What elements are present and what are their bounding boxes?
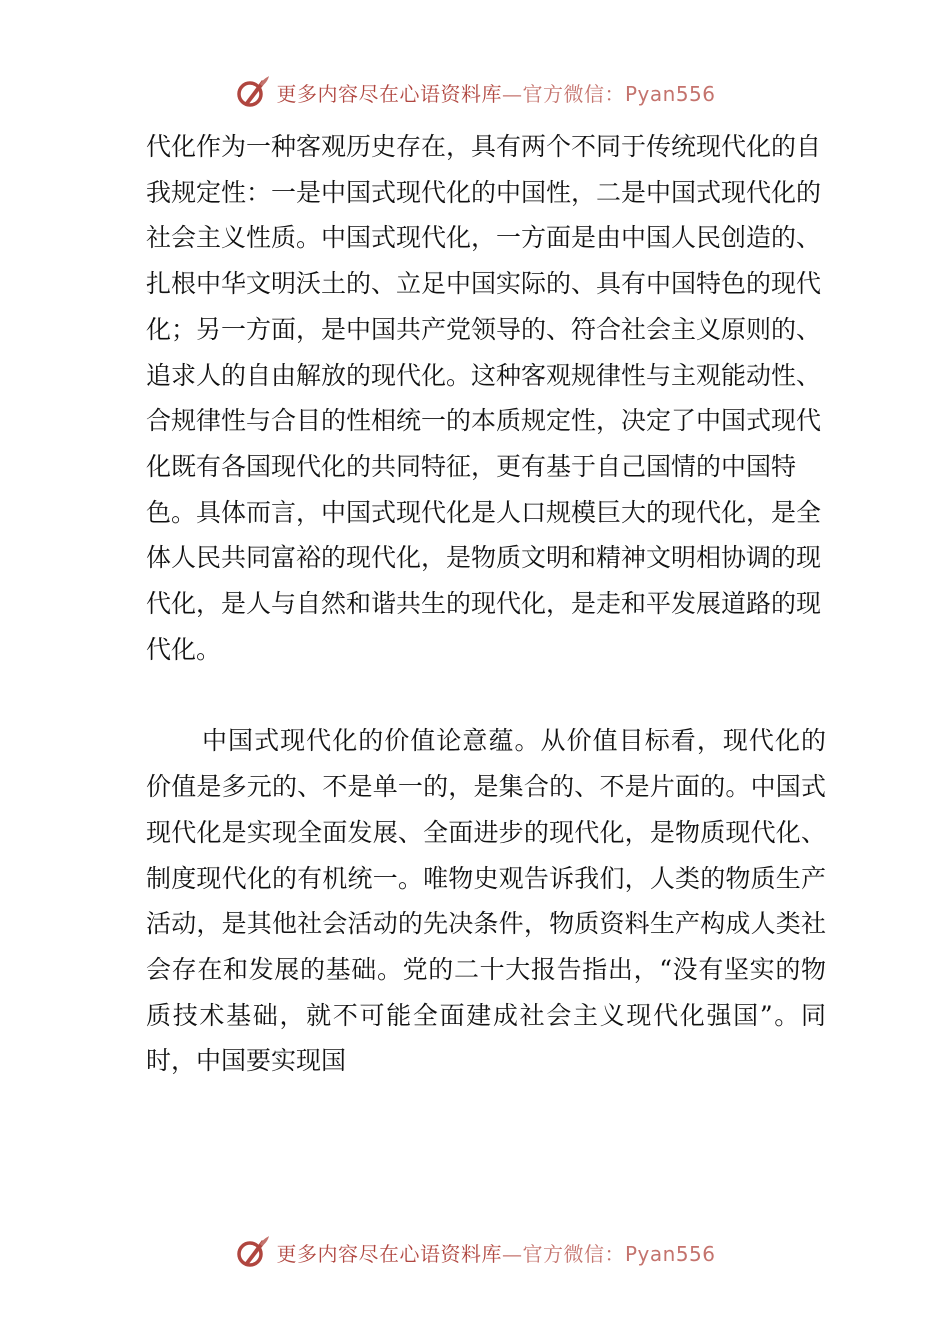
header-separator: — (501, 81, 523, 106)
header-site-name: 更多内容尽在心语资料库 (276, 81, 502, 106)
footer-wechat-id: Pyan556 (624, 1241, 716, 1266)
footer-site-name: 更多内容尽在心语资料库 (276, 1241, 502, 1266)
page-footer-banner (0, 1230, 950, 1274)
footer-text (276, 1238, 715, 1267)
body-paragraph-1: 代化作为一种客观历史存在，具有两个不同于传统现代化的自我规定性：一是中国式现代化的中国性，二是中国式现代化的社会主义性质。中国式现代化，一方面是由中国人民创造的、扎根中华文明沃土的、立足中国实际的、具有中国特色的现代化；另一方面，是中国共产党领导的、符合社会主义原则的、追求人的自由解放的现代化。这种客观规律性与主观能动性、合规律性与合目的性相统一的本质规定性，决定了中国式现代化既有各国现代化的共同特征，更有基于自己国情的中国特色。具体而言，中国式现代化是人口规模巨大的现代化，是全体人民共同富裕的现代化，是物质文明和精神文明相协调的现代化，是人与自然和谐共生的现代化，是走和平发展道路的现代化。 (146, 132, 822, 664)
page-header-banner (0, 70, 950, 114)
footer-separator: — (501, 1241, 523, 1266)
header-wechat-id: Pyan556 (624, 81, 716, 106)
quill-pen-logo-icon (234, 1234, 270, 1270)
document-body (146, 124, 826, 1084)
header-wechat-label: 官方微信： (522, 81, 625, 106)
footer-wechat-label: 官方微信： (522, 1241, 625, 1266)
quill-pen-logo-icon (234, 74, 270, 110)
header-text (276, 78, 715, 107)
body-paragraph-2: 中国式现代化的价值论意蕴。从价值目标看，现代化的价值是多元的、不是单一的，是集合的、不是片面的。中国式现代化是实现全面发展、全面进步的现代化，是物质现代化、制度现代化的有机统一。唯物史观告诉我们，人类的物质生产活动，是其他社会活动的先决条件，物质资料生产构成人类社会存在和发展的基础。党的二十大报告指出，“没有坚实的物质技术基础，就不可能全面建成社会主义现代化强国”。同时，中国要实现国 (146, 726, 826, 1076)
